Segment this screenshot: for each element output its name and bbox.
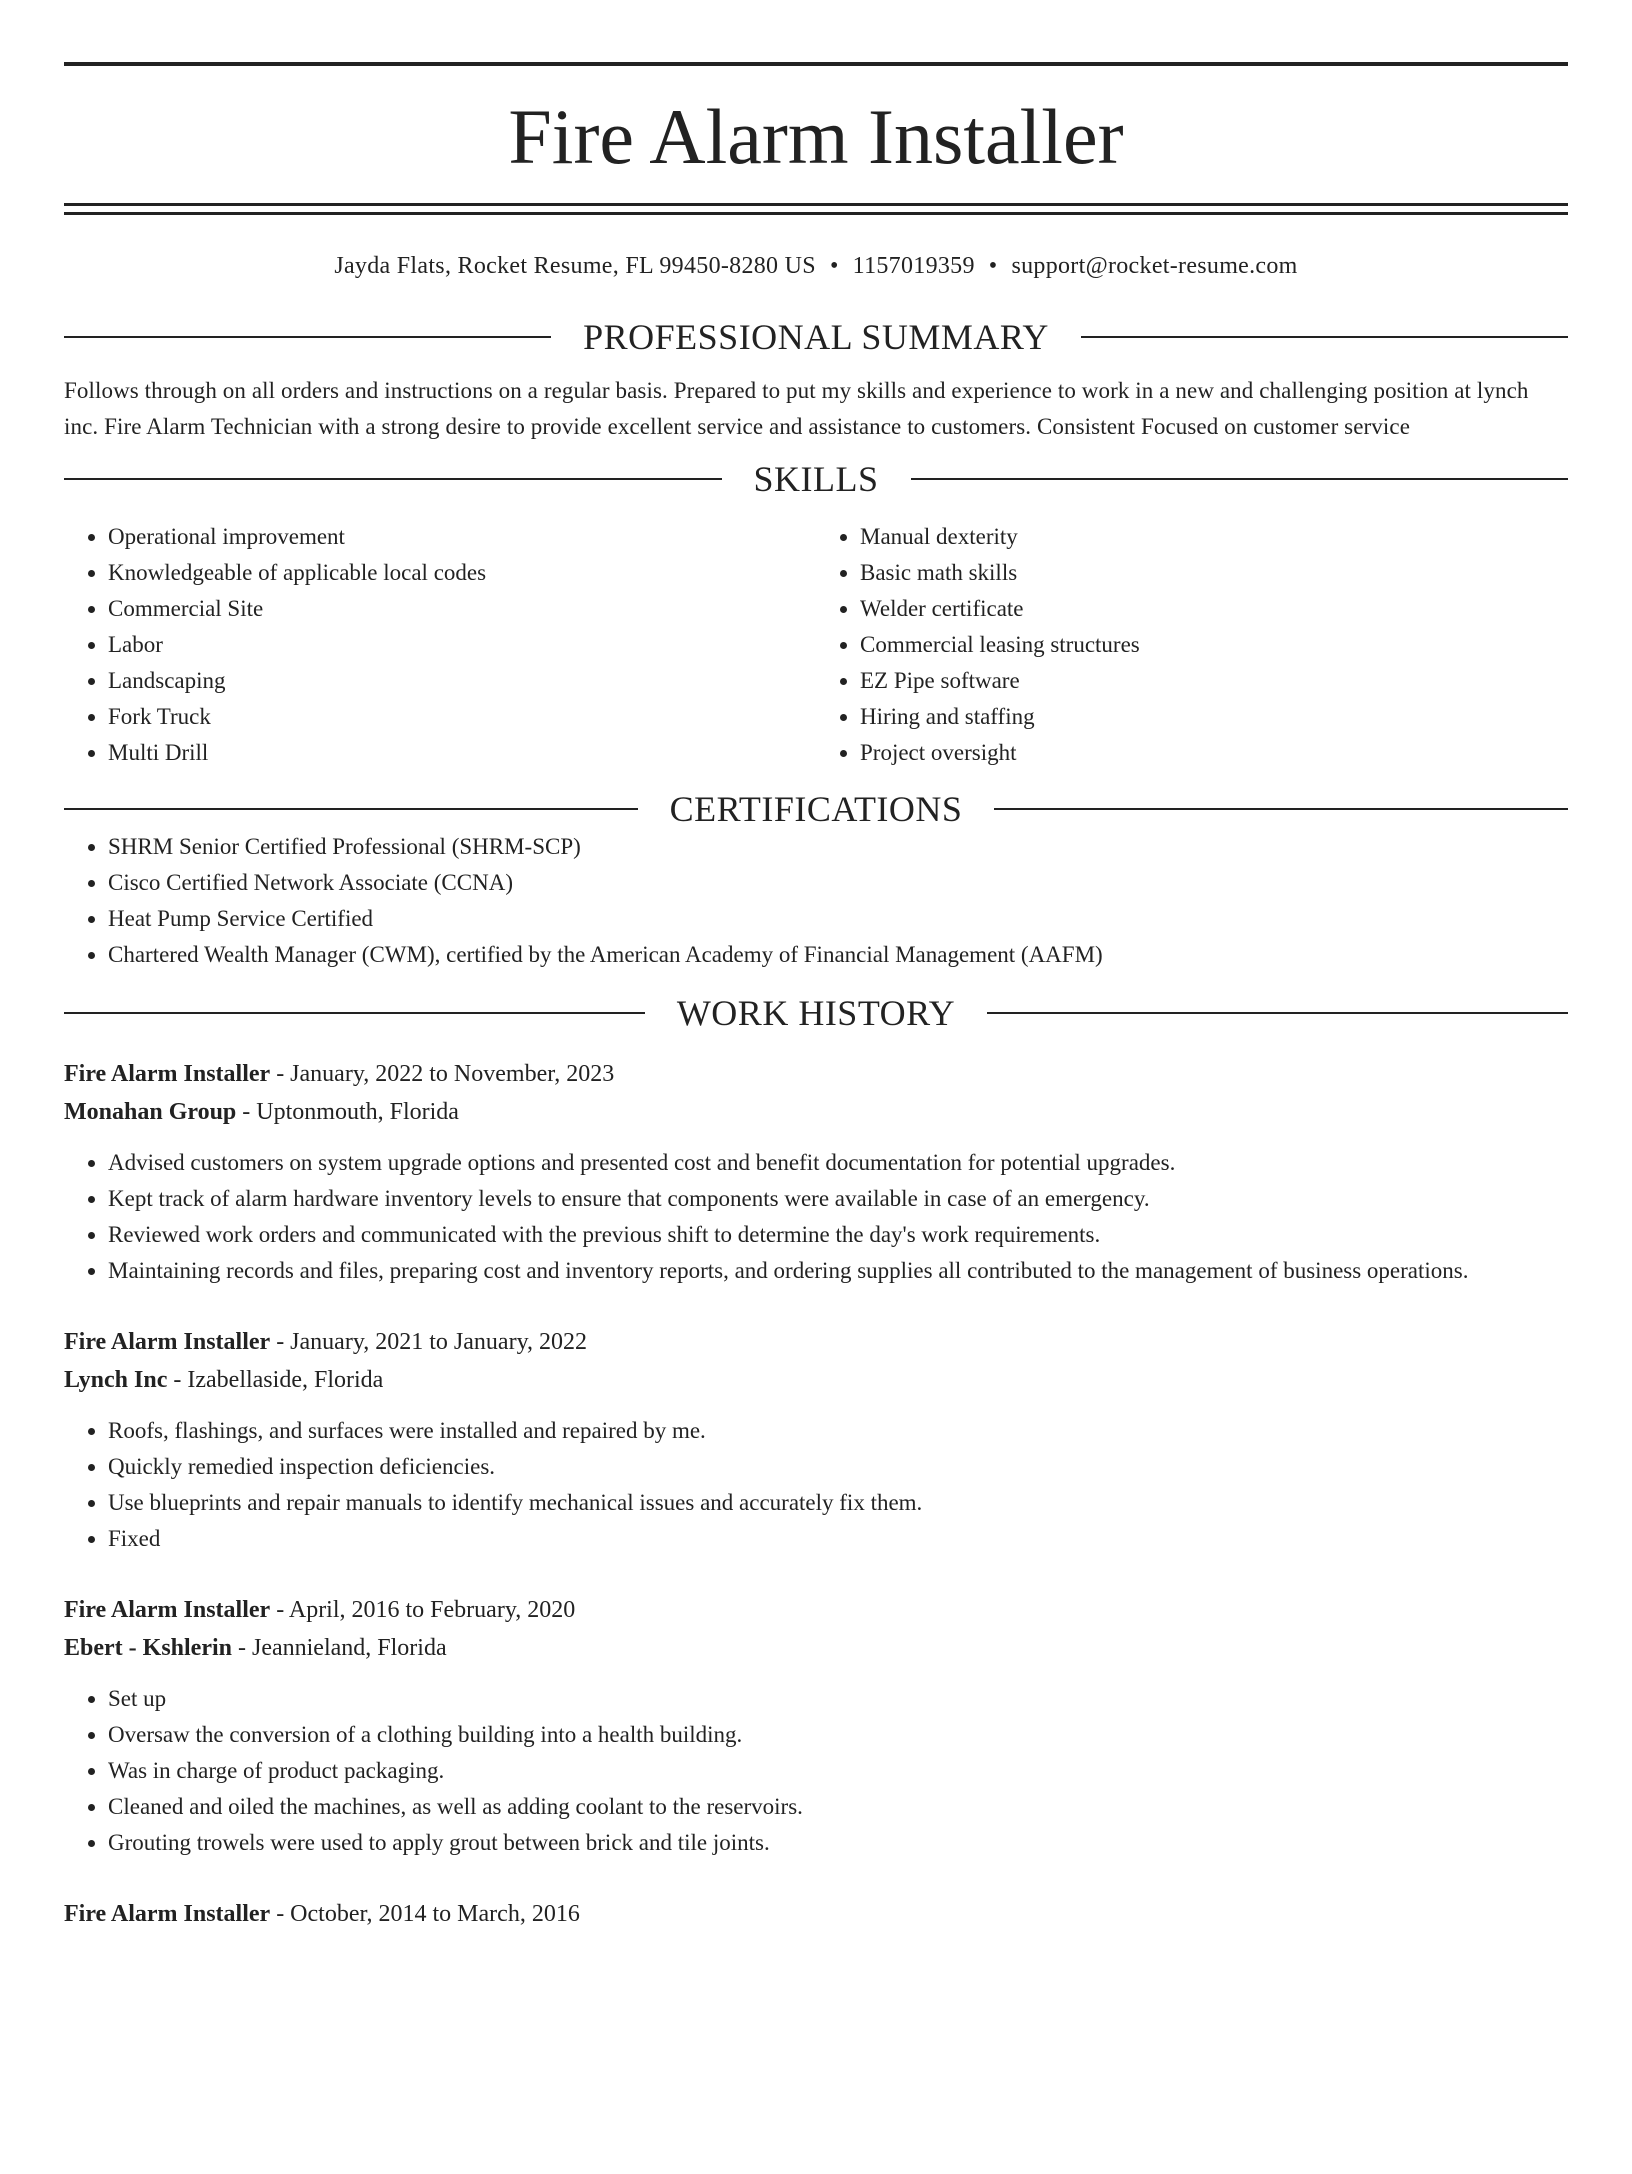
job-duty: • Cleaned and oiled the machines, as well as adding coolant to the reservoirs. [108,1789,1568,1825]
section-title: SKILLS [753,459,879,499]
skill-item: • Commercial leasing structures [860,627,1568,663]
skills-list-left [64,519,816,771]
job-duty: • Fixed [108,1521,1568,1557]
job-dates: - October, 2014 to March, 2016 [270,1901,580,1927]
job-entry [64,1895,1568,1933]
job-duties-list [64,1145,1568,1289]
contact-separator: • [988,253,998,279]
job-title: Fire Alarm Installer [64,1901,271,1927]
heading-rule [64,1012,645,1014]
job-title: Fire Alarm Installer [64,1329,271,1355]
section-heading-summary [64,317,1568,357]
heading-rule [64,478,722,480]
summary-text: Follows through on all orders and instructions on a regular basis. Prepared to put my skills and experience to work in a new and challenging position at lynch inc. Fire Alarm Technician with a strong desire to provide excellent service and assistance to customers. Consistent Focused on customer service [64,378,1529,439]
skill-item: • Knowledgeable of applicable local codes [108,555,816,591]
contact-separator: • [829,253,839,279]
job-duty: • Advised customers on system upgrade options and presented cost and benefit documentation for potential upgrades. [108,1145,1568,1181]
job-company-line [64,1629,1568,1667]
certification-item: • Chartered Wealth Manager (CWM), certified by the American Academy of Financial Management (AAFM) [108,937,1568,973]
skills-list-right [816,519,1568,771]
heading-rule [1081,336,1568,338]
contact-email[interactable]: support@rocket-resume.com [1011,253,1298,279]
job-entry [64,1323,1568,1557]
job-dates: - January, 2021 to January, 2022 [270,1329,588,1355]
job-location: - Izabellaside, Florida [167,1367,384,1393]
section-heading-skills [64,459,1568,499]
job-company: Ebert - Kshlerin [64,1635,232,1661]
skill-item: • Multi Drill [108,735,816,771]
skill-item: • Fork Truck [108,699,816,735]
heading-rule [987,1012,1568,1014]
resume-title: Fire Alarm Installer [508,93,1124,180]
section-title: PROFESSIONAL SUMMARY [583,317,1049,357]
skill-item: • Commercial Site [108,591,816,627]
skill-item: • EZ Pipe software [860,663,1568,699]
job-entry [64,1055,1568,1289]
job-duty: • Quickly remedied inspection deficiencies. [108,1449,1568,1485]
certifications-list [64,829,1568,973]
certification-item: • Heat Pump Service Certified [108,901,1568,937]
job-title-line [64,1591,1568,1629]
section-heading-certifications [64,789,1568,829]
job-location: - Uptonmouth, Florida [236,1099,459,1125]
contact-phone: 1157019359 [852,253,975,279]
job-company: Lynch Inc [64,1367,168,1393]
skill-item: • Welder certificate [860,591,1568,627]
job-dates: - January, 2022 to November, 2023 [270,1061,615,1087]
job-company-line [64,1361,1568,1399]
skill-item: • Landscaping [108,663,816,699]
skill-item: • Labor [108,627,816,663]
job-duty: • Kept track of alarm hardware inventory levels to ensure that components were available in case of an emergency. [108,1181,1568,1217]
job-dates: - April, 2016 to February, 2020 [270,1597,576,1623]
job-duty: • Oversaw the conversion of a clothing building into a health building. [108,1717,1568,1753]
job-duty: • Roofs, flashings, and surfaces were installed and repaired by me. [108,1413,1568,1449]
job-title: Fire Alarm Installer [64,1061,271,1087]
job-duty: • Reviewed work orders and communicated with the previous shift to determine the day's work requirements. [108,1217,1568,1253]
skill-item: • Project oversight [860,735,1568,771]
heading-rule [64,808,638,810]
job-duties-list [64,1413,1568,1557]
job-title-line [64,1055,1568,1093]
section-title: CERTIFICATIONS [669,789,963,829]
skills-grid [64,519,1568,771]
contact-line [64,251,1568,281]
job-company: Monahan Group [64,1099,237,1125]
skill-item: • Basic math skills [860,555,1568,591]
job-location: - Jeannieland, Florida [232,1635,447,1661]
section-title: WORK HISTORY [676,993,956,1033]
skill-item: • Operational improvement [108,519,816,555]
section-heading-work-history [64,993,1568,1033]
skill-item: • Manual dexterity [860,519,1568,555]
job-title-line [64,1323,1568,1361]
title-double-rule [64,203,1568,215]
job-duty: • Was in charge of product packaging. [108,1753,1568,1789]
heading-rule [994,808,1568,810]
job-duty: • Maintaining records and files, preparing cost and inventory reports, and ordering supplies all contributed to the management of business operations. [108,1253,1568,1289]
heading-rule [911,478,1569,480]
job-duty: • Set up [108,1681,1568,1717]
job-duties-list [64,1681,1568,1861]
job-company-line [64,1093,1568,1131]
certification-item: • SHRM Senior Certified Professional (SHRM-SCP) [108,829,1568,865]
job-duty: • Use blueprints and repair manuals to identify mechanical issues and accurately fix them. [108,1485,1568,1521]
skill-item: • Hiring and staffing [860,699,1568,735]
job-duty: • Grouting trowels were used to apply grout between brick and tile joints. [108,1825,1568,1861]
certification-item: • Cisco Certified Network Associate (CCNA) [108,865,1568,901]
heading-rule [64,336,551,338]
job-title-line [64,1895,1568,1933]
contact-address: Jayda Flats, Rocket Resume, FL 99450-8280 US [334,253,816,279]
job-entry [64,1591,1568,1861]
job-title: Fire Alarm Installer [64,1597,271,1623]
resume-page [0,62,1632,2174]
